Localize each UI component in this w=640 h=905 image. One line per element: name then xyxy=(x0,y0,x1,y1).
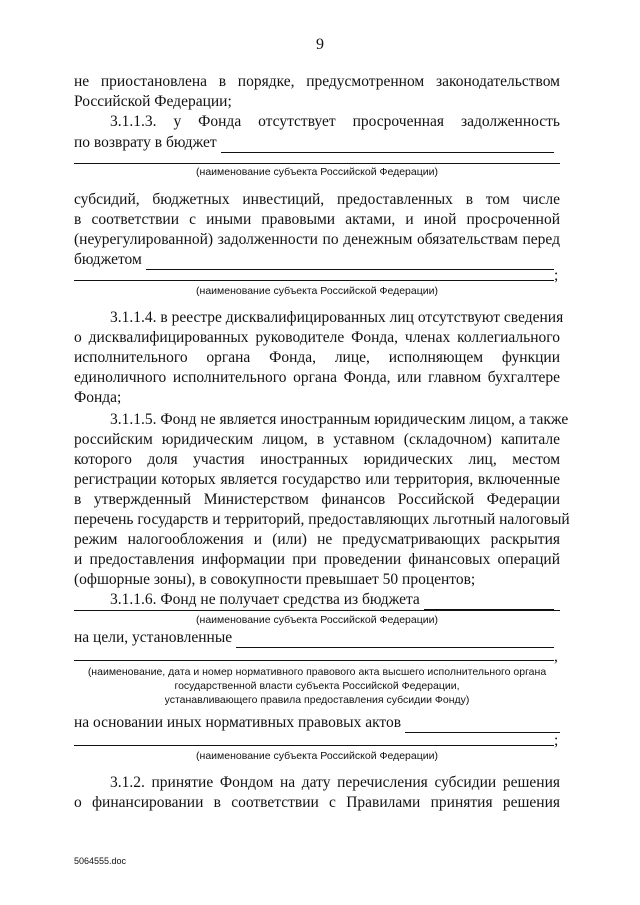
text-fragment: 3.1.1.6. Фонд не получает средства из бюджета xyxy=(110,591,420,608)
semicolon: ; xyxy=(554,732,559,749)
blank-rule xyxy=(74,660,554,661)
text-line: в соответствии с иными правовыми актами, и иной просроченной xyxy=(74,211,560,228)
text-line: в утвержденный Министерством финансов Российской Федерации xyxy=(74,491,560,508)
field-caption: (наименование субъекта Российской Федерации) xyxy=(196,614,438,626)
comma: , xyxy=(554,648,558,665)
field-caption: государственной власти субъекта Российской Федерации, xyxy=(174,680,460,692)
blank-field xyxy=(424,594,554,610)
blank-rule xyxy=(74,163,560,164)
text-line: режим налогообложения и (или) не предусматривающих раскрытия xyxy=(74,531,560,548)
text-fragment: на цели, установленные xyxy=(74,629,233,646)
text-line: (неурегулированной) задолженности по денежным обязательствам перед xyxy=(74,231,560,248)
fill-line xyxy=(74,590,554,610)
text-line: о финансировании в соответствии с Правилами принятия решения xyxy=(74,794,560,811)
text-fragment: по возврату в бюджет xyxy=(74,134,217,151)
page-number: 9 xyxy=(316,36,324,53)
blank-rule xyxy=(74,745,554,746)
text-line: субсидий, бюджетных инвестиций, предоставленных в том числе xyxy=(74,191,560,208)
field-caption: (наименование субъекта Российской Федерации) xyxy=(196,750,438,762)
text-line: единоличного исполнительного органа Фонда, или главном бухгалтере xyxy=(74,369,560,386)
blank-rule xyxy=(74,280,554,281)
text-fragment: бюджетом xyxy=(74,251,142,268)
text-line: 3.1.1.5. Фонд не является иностранным юридическим лицом, а также xyxy=(110,411,569,428)
blank-field xyxy=(221,137,554,153)
text-line: перечень государств и территорий, предоставляющих льготный налоговый xyxy=(74,511,570,528)
blank-rule xyxy=(74,610,560,611)
file-name-footer: 5064555.doc xyxy=(74,856,127,866)
blank-field xyxy=(405,717,560,733)
text-line: 3.1.2. принятие Фондом на дату перечисления субсидии решения xyxy=(110,774,560,791)
text-line: 3.1.1.4. в реестре дисквалифицированных лиц отсутствуют сведения xyxy=(110,309,564,326)
text-line: Фонда; xyxy=(74,389,122,406)
field-caption: устанавливающего правила предоставления субсидии Фонду) xyxy=(164,694,470,706)
field-caption: (наименование субъекта Российской Федерации) xyxy=(196,285,438,297)
text-line: которого доля участия иностранных юридических лиц, местом xyxy=(74,451,560,468)
text-line: исполнительного органа Фонда, лице, исполняющем функции xyxy=(74,349,560,366)
text-line: 3.1.1.3. у Фонда отсутствует просроченная задолженность xyxy=(110,113,560,130)
fill-line xyxy=(74,133,554,153)
field-caption: (наименование, дата и номер нормативного правового акта высшего исполнительного органа xyxy=(87,666,547,678)
text-line: российским юридическим лицом, в уставном (складочном) капитале xyxy=(74,431,560,448)
text-line: регистрации которых является государство или территория, включенные xyxy=(74,471,560,488)
text-fragment: на основании иных нормативных правовых актов xyxy=(74,714,402,731)
field-caption: (наименование субъекта Российской Федерации) xyxy=(196,166,438,178)
blank-field xyxy=(146,254,554,270)
text-line: и предоставления информации при проведении финансовых операций xyxy=(74,551,560,568)
text-line: (офшорные зоны), в совокупности превышает 50 процентов; xyxy=(74,571,476,588)
fill-line xyxy=(74,713,560,733)
text-line: не приостановлена в порядке, предусмотренном законодательством xyxy=(74,73,560,90)
fill-line xyxy=(74,628,554,648)
fill-line xyxy=(74,250,554,270)
blank-field xyxy=(236,632,554,648)
semicolon: ; xyxy=(554,267,559,284)
text-line: Российской Федерации; xyxy=(74,93,232,110)
text-line: о дисквалифицированных руководителе Фонда, членах коллегиального xyxy=(74,329,560,346)
